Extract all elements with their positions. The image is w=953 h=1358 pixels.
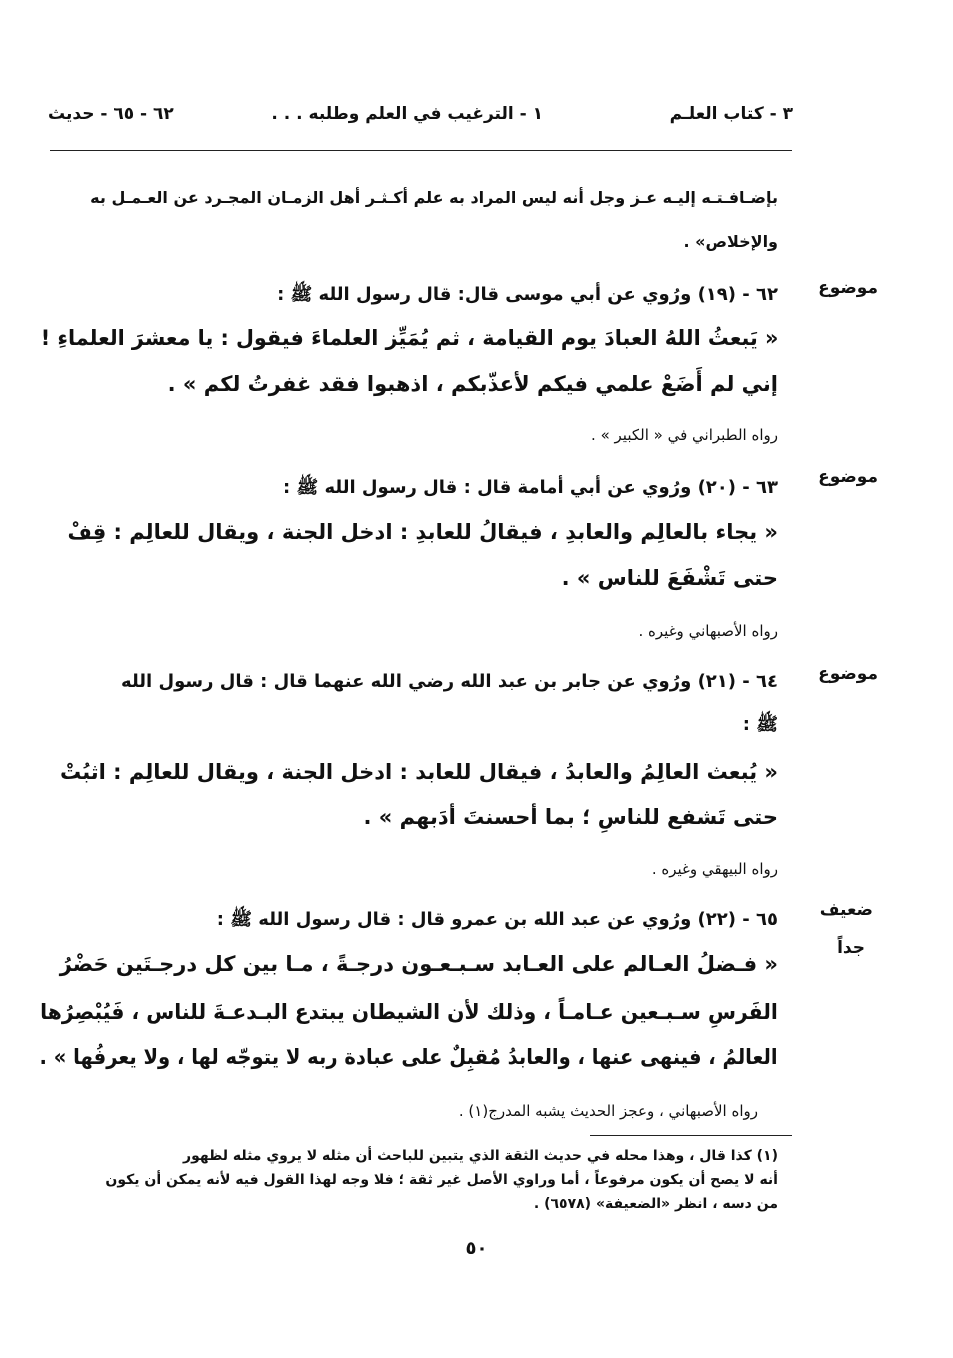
intro-line-1: بإضـافـتـه إليـه عـز وجل أنه ليس المراد به علم أكـثـر أهل الزمـان المجـرد عن العـمـل به [90, 188, 778, 207]
footnote-line: أنه لا يصح أن يكون مرفوعاً ، أما وراوي الأصل غير ثقة ؛ فلا وجه لهذا القول فيه لأنه يمكن أن يكون [105, 1172, 778, 1188]
grade-label: جداً [837, 938, 865, 958]
hadith-heading: ٦٣ - (٢٠) ورُوي عن أبي أمامة قال : قال رسول الله ﷺ : [283, 477, 778, 498]
hadith-heading: ٦٢ - (١٩) ورُوي عن أبي موسى قال: قال رسول الله ﷺ : [277, 284, 778, 305]
hadith-text-line: الفَرسِ سـبـعين عـامـاً ، وذلك لأن الشيطان يبتدع البـدعـةَ للناس ، فَيُبْصِرُها [40, 1000, 778, 1024]
hadith-text-line: العالمُ ، فينهى عنها ، والعابدُ مُقبِلٌ على عبادة ربه لا يتوجّه لها ، ولا يعرفُها » . [40, 1045, 778, 1069]
footnote-line: (١) كذا قال ، وهذا محله في حديث الثقة الذي يتبين للباحث أن مثله لا يروي مثله لظهور [183, 1148, 778, 1164]
page-number: ٥٠ [465, 1238, 488, 1259]
header-rule [50, 150, 792, 151]
grade-label: ضعيف [819, 900, 873, 920]
footnote-line: من دسه ، انظر «الضعيفة» (٦٥٧٨) . [533, 1196, 778, 1212]
hadith-text-line: حتى تَشفع للناسِ ؛ بما أحسنتَ أدَبهم » . [363, 805, 778, 829]
grade-label: موضوع [818, 664, 878, 684]
hadith-source: رواه الطبراني في « الكبير » . [591, 426, 778, 444]
footnote-rule [590, 1135, 792, 1136]
hadith-source: رواه الأصبهاني ، وعجز الحديث يشبه المدرج(١) . [458, 1102, 758, 1120]
running-header-section: ١ - الترغيب في العلم وطلبه . . . [271, 104, 543, 124]
hadith-text-line: « يجاء بالعالِم والعابدِ ، فيقالُ للعابدِ : ادخل الجنة ، ويقال للعالِم : قِفْ [67, 520, 778, 544]
running-header-hadith-range: ٦٢ - ٦٥ - حديث [48, 104, 174, 124]
grade-label: موضوع [818, 278, 878, 298]
hadith-text-line: حتى تَشْفَعَ للناس » . [561, 566, 778, 590]
hadith-source: رواه البيهقي وغيره . [651, 860, 778, 878]
hadith-heading: ٦٤ - (٢١) ورُوي عن جابر بن عبد الله رضي الله عنهما قال : قال رسول الله [121, 671, 778, 692]
hadith-text-line: إني لم أَضَعْ علمي فيكم لأعذّبكم ، اذهبوا فقد غفرتُ لكم » . [167, 372, 778, 396]
hadith-text-line: « فـضلُ العـالم على العـابد سـبـعـون درجـةً ، مـا بين كل درجـتَين حَضْرُ [59, 952, 778, 976]
grade-label: موضوع [818, 467, 878, 487]
hadith-heading: ﷺ : [742, 714, 778, 735]
hadith-heading: ٦٥ - (٢٢) ورُوي عن عبد الله بن عمرو قال : قال رسول الله ﷺ : [216, 909, 778, 930]
hadith-text-line: « يُبعث العالِمُ والعابدُ ، فيقال للعابد : ادخل الجنة ، ويقال للعالِم : اثبُتْ [59, 760, 778, 784]
hadith-text-line: « يَبعثُ اللهُ العبادَ يوم القيامة ، ثم يُمَيِّز العلماءَ فيقول : يا معشرَ العلماءِ ! [40, 326, 778, 350]
intro-line-2: والإخلاص» . [683, 232, 778, 251]
hadith-source: رواه الأصبهاني وغيره . [638, 622, 778, 640]
running-header-chapter: ٣ - كتاب العلـم [669, 104, 793, 124]
